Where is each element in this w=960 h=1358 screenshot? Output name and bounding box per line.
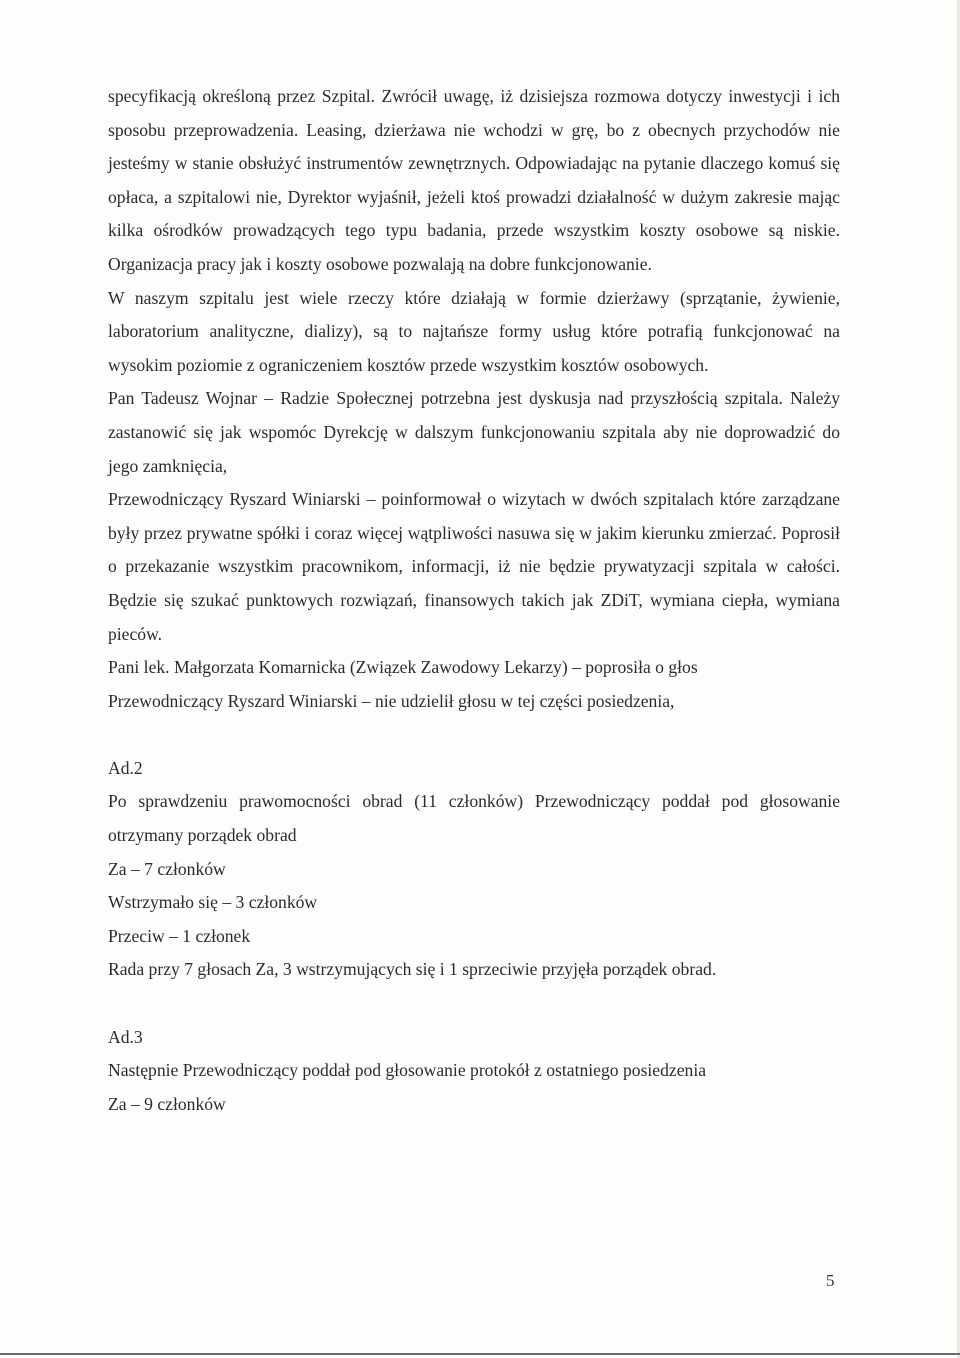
section-heading-ad3: Ad.3 — [108, 1026, 143, 1047]
section2-result: Rada przy 7 głosach Za, 3 wstrzymujących się i 1 sprzeciwie przyjęła porządek obrad. — [108, 959, 717, 980]
spacer — [108, 987, 840, 1021]
section2-intro: Po sprawdzeniu prawomocności obrad (11 członków) Przewodniczący poddał pod głosowanie otrzymany porządek obrad — [108, 791, 840, 846]
paragraph-winiarski-refusal: Przewodniczący Ryszard Winiarski – nie udzielił głosu w tej części posiedzenia, — [108, 690, 675, 711]
spacer — [108, 718, 840, 752]
vote-line: Wstrzymało się – 3 członków — [108, 892, 318, 913]
document-body — [108, 80, 840, 1121]
paragraph-investment: specyfikacją określoną przez Szpital. Zwrócił uwagę, iż dzisiejsza rozmowa dotyczy inwestycji i ich sposobu przeprowadzenia. Leasing, dzierżawa nie wchodzi w grę, bo z obecnych przychodów nie jesteśmy w stanie obsłużyć instrumentów zewnętrznych. Odpowiadając na pytanie dlaczego komuś się opłaca, a szpitalowi nie, Dyrektor wyjaśnił, jeżeli ktoś prowadzi działalność w dużym zakresie mając kilka ośrodków prowadzących tego typu badania, przede wszystkim koszty osobowe są niskie. Organizacja pracy jak i koszty osobowe pozwalają na dobre funkcjonowanie. — [108, 86, 840, 274]
section3-intro: Następnie Przewodniczący poddał pod głosowanie protokół z ostatniego posiedzenia — [108, 1060, 707, 1081]
scan-bottom-line — [0, 1353, 960, 1355]
paragraph-komarnicka: Pani lek. Małgorzata Komarnicka (Związek Zawodowy Lekarzy) – poprosiła o głos — [108, 657, 698, 678]
paragraph-lease-services: W naszym szpitalu jest wiele rzeczy które działają w formie dzierżawy (sprzątanie, żywienie, laboratorium analityczne, dializy), są to najtańsze formy usług które potrafią funkcjonować na wysokim poziomie z ograniczeniem kosztów przede wszystkim kosztów osobowych. — [108, 287, 840, 375]
vote-line: Za – 9 członków — [108, 1093, 226, 1114]
vote-line: Za – 7 członków — [108, 858, 226, 879]
page-number: 5 — [826, 1271, 835, 1290]
section-heading-ad2: Ad.2 — [108, 757, 143, 778]
vote-line: Przeciw – 1 członek — [108, 925, 251, 946]
paragraph-wojnar: Pan Tadeusz Wojnar – Radzie Społecznej potrzebna jest dyskusja nad przyszłością szpitala. Należy zastanowić się jak wspomóc Dyrekcję w dalszym funkcjonowaniu szpitala aby nie doprowadzić do jego zamknięcia, — [108, 388, 840, 476]
paragraph-winiarski-visits: Przewodniczący Ryszard Winiarski – poinformował o wizytach w dwóch szpitalach które zarządzane były przez prywatne spółki i coraz więcej wątpliwości nasuwa się w jakim kierunku zmierzać. Poprosił o przekazanie wszystkim pracownikom, informacji, iż nie będzie prywatyzacji szpitala w całości. Będzie się szukać punktowych rozwiązań, finansowych takich jak ZDiT, wymiana ciepła, wymiana pieców. — [108, 489, 840, 644]
